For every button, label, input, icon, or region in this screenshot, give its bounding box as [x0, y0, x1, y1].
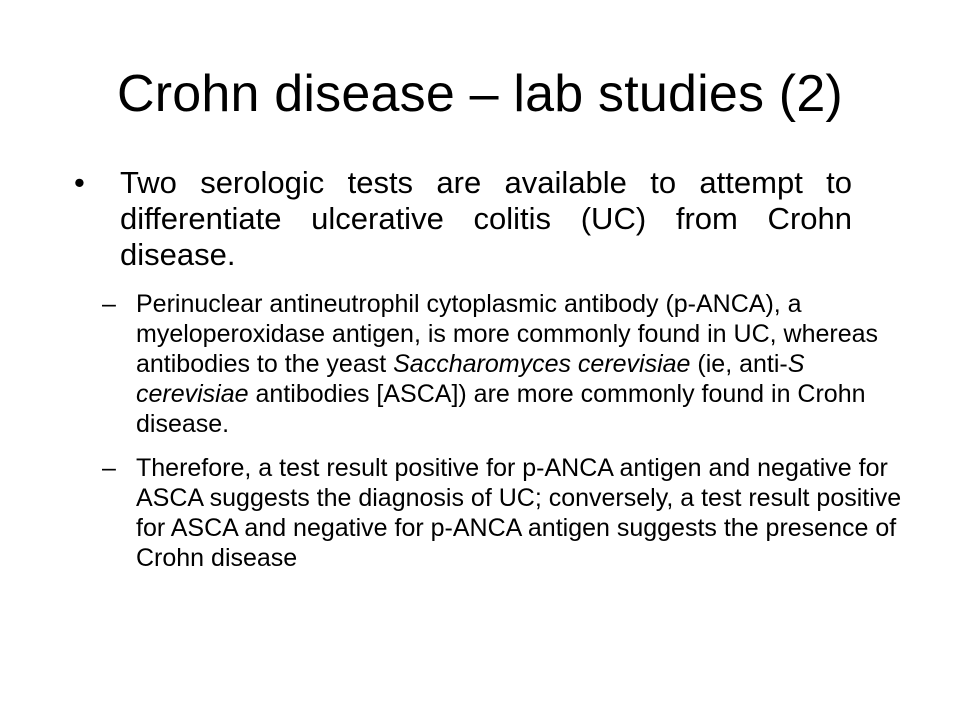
sub-bullet-text-part: Perinuclear antineutrophil cytoplasmic antibody (p-ANCA), a myeloperoxidase antigen, is more commonly found in UC, whereas antibodies to the yeast — [136, 290, 879, 378]
bullet-item — [74, 165, 852, 273]
sub-bullet-item — [102, 453, 904, 573]
bullet-text: Two serologic tests are available to attempt to differentiate ulcerative colitis (UC) from Crohn disease. — [120, 165, 852, 272]
slide-title: Crohn disease – lab studies (2) — [117, 65, 843, 123]
italic-organism-abbrev: S cerevisiae — [136, 350, 805, 408]
sub-bullet-text-part: antibodies [ASCA]) are more commonly found in Crohn disease. — [136, 380, 866, 438]
italic-organism-name: Saccharomyces cerevisiae — [393, 350, 691, 378]
sub-bullet-text: Therefore, a test result positive for p-ANCA antigen and negative for ASCA suggests the diagnosis of UC; conversely, a test result positive for ASCA and negative for p-ANCA antigen suggests the presence of Crohn disease — [136, 454, 902, 572]
slide-body — [0, 165, 960, 573]
sub-bullet-text — [136, 290, 878, 438]
bullet-icon: • — [74, 165, 85, 200]
dash-icon: – — [102, 454, 116, 482]
sub-bullet-item — [102, 289, 904, 439]
dash-icon: – — [102, 290, 116, 318]
sub-bullet-text-part: (ie, anti- — [690, 350, 788, 378]
